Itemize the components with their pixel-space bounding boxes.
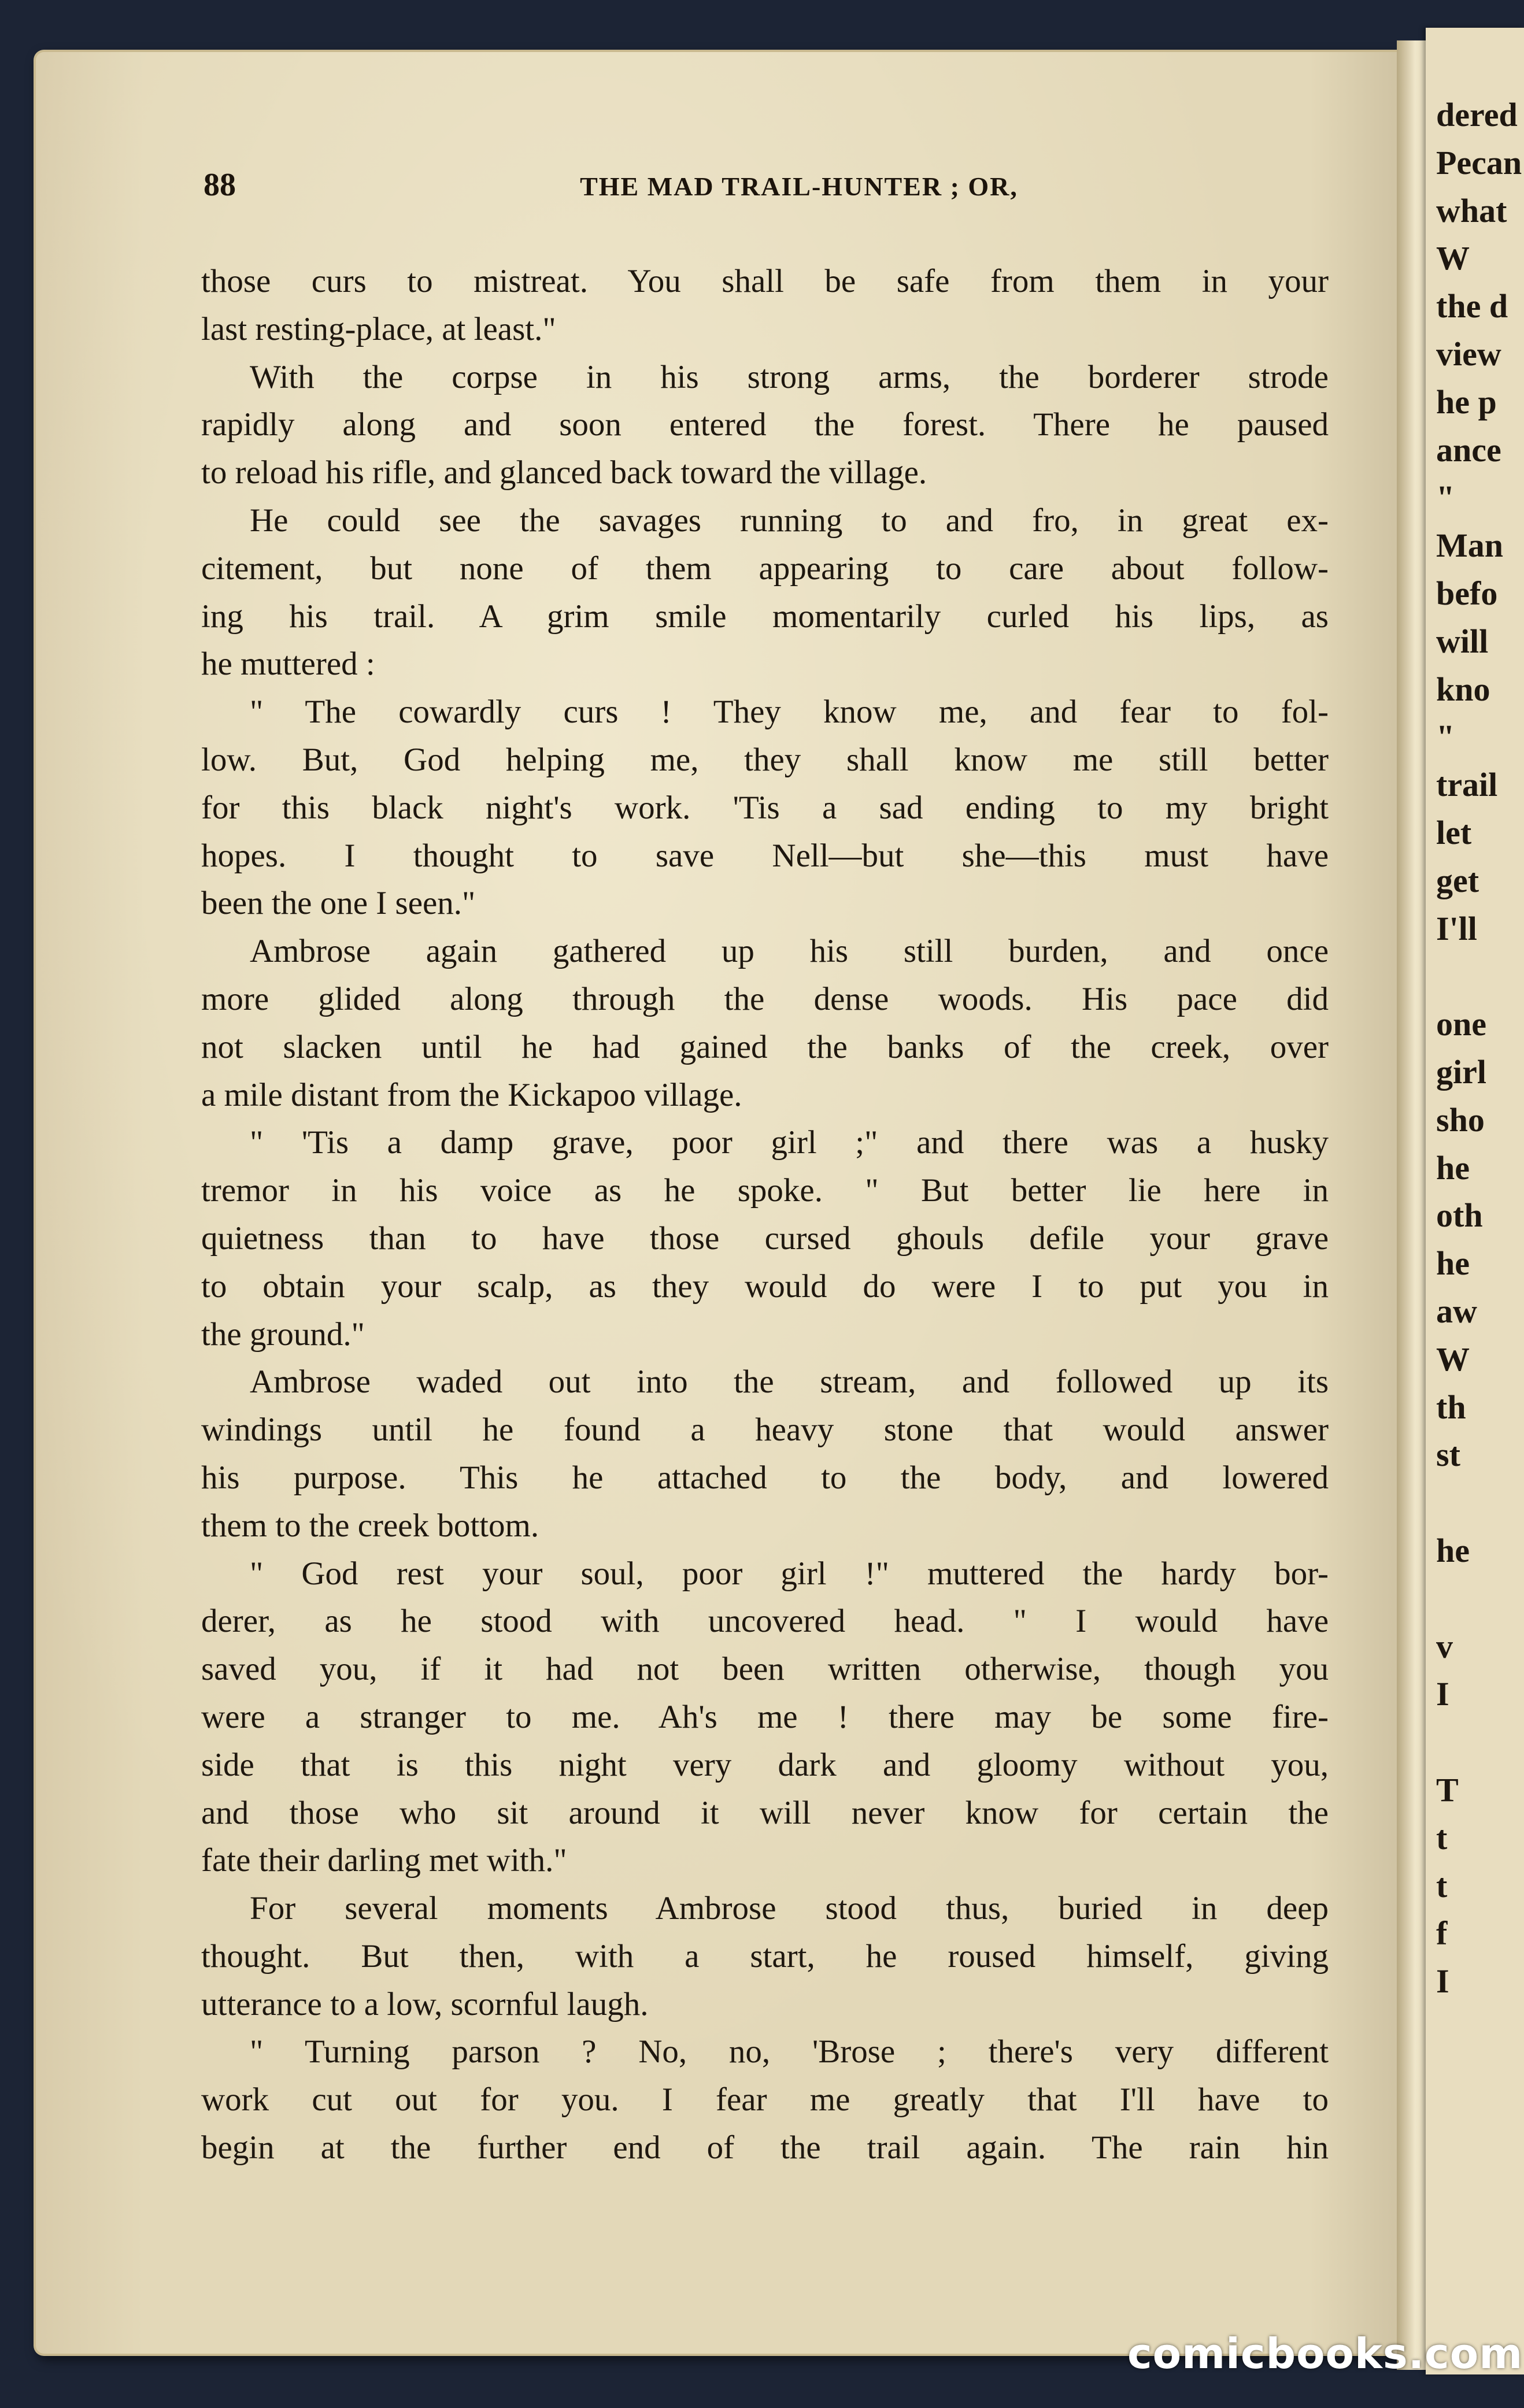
- facing-page-fragment: aw: [1436, 1292, 1477, 1330]
- text-line: the ground.": [201, 1316, 365, 1353]
- text-line: last resting-place, at least.": [201, 310, 556, 347]
- facing-page-fragment: th: [1436, 1388, 1466, 1426]
- facing-page-fragment: Man: [1436, 527, 1503, 565]
- facing-page-fragment: t: [1436, 1866, 1448, 1905]
- text-line: to obtain your scalp, as they would do were I to put you in: [201, 1268, 1329, 1305]
- facing-page-fragment: oth: [1436, 1196, 1483, 1235]
- page-header: [204, 166, 1331, 213]
- text-line: not slacken until he had gained the banks of the creek, over: [201, 1028, 1329, 1065]
- facing-page-fragment: let: [1436, 814, 1472, 851]
- site-watermark: comicbooks.com: [1127, 2329, 1523, 2378]
- text-line: ing his trail. A grim smile momentarily curled his lips, as: [201, 598, 1329, 635]
- text-line: quietness than to have those cursed ghouls defile your grave: [201, 1220, 1329, 1257]
- text-line: for this black night's work. 'Tis a sad ending to my bright: [201, 789, 1329, 826]
- text-line: begin at the further end of the trail again. The rain hin: [201, 2129, 1329, 2166]
- facing-page-fragment: f: [1436, 1914, 1448, 1953]
- facing-page-fragment: I: [1436, 1675, 1449, 1713]
- text-line: tremor in his voice as he spoke. " But better lie here in: [201, 1172, 1329, 1209]
- text-line: With the corpse in his strong arms, the borderer strode: [250, 358, 1329, 395]
- facing-page-fragment: girl: [1436, 1053, 1486, 1091]
- facing-page-fragment: dered: [1436, 96, 1518, 134]
- facing-page-fragment: ance: [1436, 431, 1501, 469]
- text-line: For several moments Ambrose stood thus, buried in deep: [250, 1890, 1329, 1927]
- text-line: and those who sit around it will never know for certain the: [201, 1794, 1329, 1831]
- text-line: those curs to mistreat. You shall be safe from them in your: [201, 263, 1329, 299]
- facing-page-fragment: ": [1436, 479, 1455, 517]
- facing-page-fragment: v: [1436, 1627, 1453, 1665]
- facing-page-fragment: will: [1436, 622, 1489, 660]
- text-line: more glided along through the dense woods. His pace did: [201, 980, 1329, 1017]
- facing-page-fragment: get: [1436, 861, 1479, 899]
- facing-page-fragment: he: [1436, 1532, 1470, 1569]
- facing-page: [1426, 28, 1524, 2374]
- text-line: " 'Tis a damp grave, poor girl ;" and there was a husky: [250, 1124, 1329, 1161]
- facing-page-fragment: W: [1436, 239, 1470, 277]
- facing-page-fragment: one: [1436, 1005, 1486, 1043]
- facing-page-fragment: sho: [1436, 1101, 1485, 1139]
- text-line: been the one I seen.": [201, 885, 476, 922]
- text-line: a mile distant from the Kickapoo village.: [201, 1076, 742, 1113]
- text-line: work cut out for you. I fear me greatly that I'll have to: [201, 2081, 1329, 2118]
- text-line: " The cowardly curs ! They know me, and fear to fol-: [250, 694, 1329, 731]
- text-line: " God rest your soul, poor girl !" muttered the hardy bor-: [250, 1555, 1329, 1592]
- running-head: THE MAD TRAIL-HUNTER ; OR,: [580, 172, 1018, 201]
- text-line: thought. But then, with a start, he roused himself, giving: [201, 1937, 1329, 1974]
- facing-page-fragment: st: [1436, 1436, 1460, 1474]
- text-line: were a stranger to me. Ah's me ! there may be some fire-: [201, 1698, 1329, 1735]
- text-line: Ambrose again gathered up his still burden, and once: [250, 933, 1329, 970]
- facing-page-fragment: trail: [1436, 766, 1498, 804]
- text-line: them to the creek bottom.: [201, 1507, 539, 1544]
- text-line: Ambrose waded out into the stream, and followed up its: [250, 1364, 1329, 1401]
- text-line: saved you, if it had not been written otherwise, though you: [201, 1651, 1329, 1688]
- text-line: fate their darling met with.": [201, 1842, 567, 1879]
- text-line: he muttered :: [201, 646, 375, 683]
- facing-page-fragment: he: [1436, 1149, 1470, 1187]
- facing-page-fragment: the d: [1436, 287, 1508, 325]
- text-line: windings until he found a heavy stone that would answer: [201, 1412, 1329, 1448]
- facing-page-fragment: ": [1436, 718, 1455, 756]
- facing-page-fragment: he: [1436, 1244, 1470, 1283]
- text-line: hopes. I thought to save Nell—but she—this must have: [201, 837, 1329, 874]
- text-line: " Turning parson ? No, no, 'Brose ; there's very different: [250, 2033, 1329, 2070]
- facing-page-fragment: Pecan: [1436, 143, 1522, 181]
- page-number: 88: [204, 167, 236, 203]
- facing-page-fragment: befo: [1436, 575, 1498, 612]
- text-line: utterance to a low, scornful laugh.: [201, 1985, 649, 2022]
- facing-page-fragment: what: [1436, 191, 1507, 229]
- facing-page-fragment: he p: [1436, 383, 1497, 421]
- facing-page-fragment: view: [1436, 335, 1501, 373]
- text-line: derer, as he stood with uncovered head. " I would have: [201, 1603, 1329, 1640]
- text-line: low. But, God helping me, they shall know me still better: [201, 741, 1329, 778]
- text-line: his purpose. This he attached to the body, and lowered: [201, 1459, 1329, 1496]
- text-line: He could see the savages running to and fro, in great ex-: [250, 502, 1329, 539]
- body-text: [201, 258, 1329, 2172]
- text-line: citement, but none of them appearing to care about follow-: [201, 550, 1329, 587]
- text-line: side that is this night very dark and gloomy without you,: [201, 1746, 1329, 1783]
- facing-page-fragment: W: [1436, 1340, 1470, 1378]
- facing-page-fragment: I'll: [1436, 909, 1477, 947]
- text-line: to reload his rifle, and glanced back toward the village.: [201, 454, 927, 491]
- facing-page-fragment: T: [1436, 1771, 1459, 1809]
- facing-page-fragment: kno: [1436, 670, 1490, 708]
- facing-page-fragment: I: [1436, 1962, 1449, 2001]
- facing-page-fragment: t: [1436, 1818, 1448, 1857]
- text-line: rapidly along and soon entered the forest. There he paused: [201, 406, 1329, 443]
